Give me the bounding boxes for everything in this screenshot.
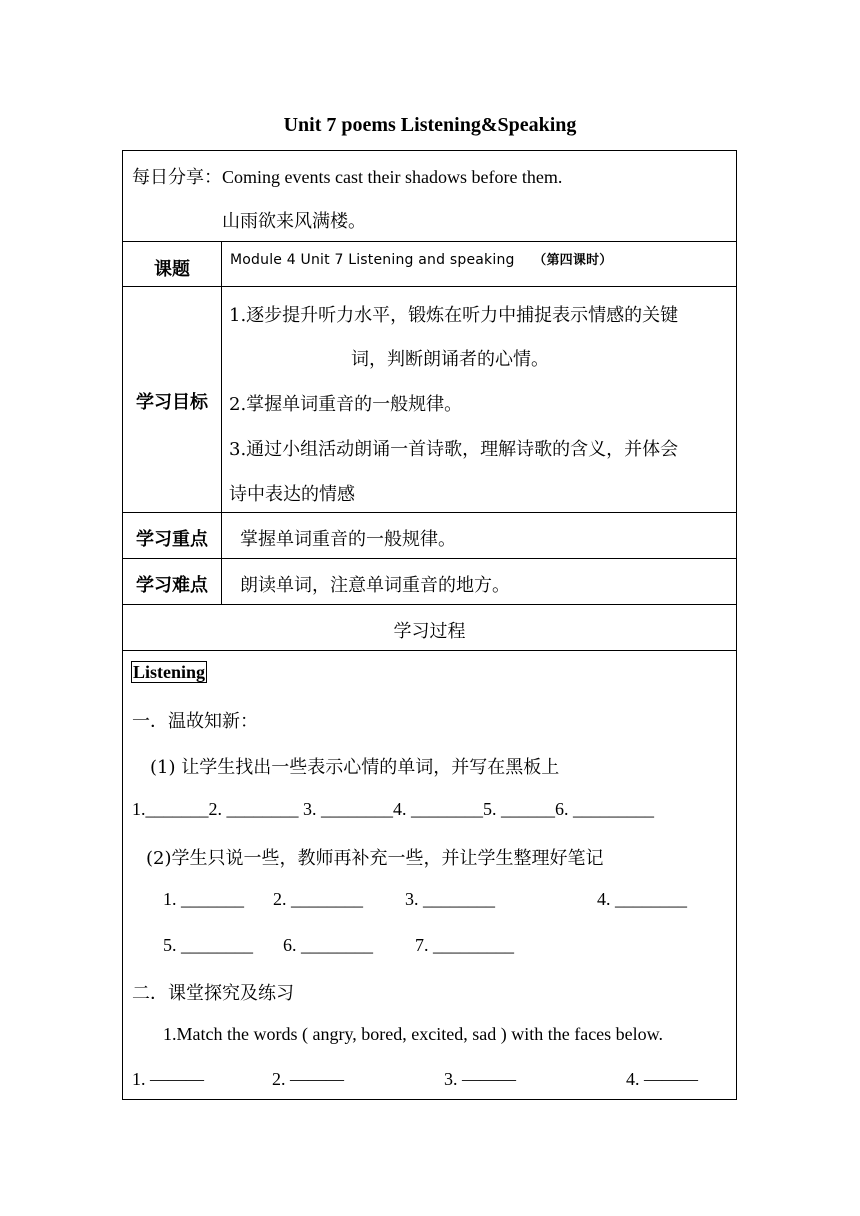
- face-1-answer: 1. ———: [132, 1069, 204, 1089]
- row-divider: [123, 604, 736, 605]
- listening-heading-text: Listening: [133, 662, 206, 682]
- blank-1: 1. _______: [163, 889, 244, 909]
- key-points-label: 学习重点: [136, 529, 208, 550]
- section-review: 一．温故知新：: [132, 711, 258, 732]
- section-practice: 二．课堂探究及练习: [132, 983, 294, 1004]
- face-4-answer: 4. ———: [626, 1069, 698, 1089]
- topic-module: Module 4 Unit 7 Listening and speaking: [230, 252, 515, 268]
- key-points-text: 掌握单词重音的一般规律。: [240, 529, 456, 550]
- objective-2: 2.掌握单词重音的一般规律。: [229, 394, 463, 415]
- blank-2: 2. ________: [273, 889, 363, 909]
- objectives-label: 学习目标: [136, 392, 208, 413]
- row-divider: [123, 650, 736, 651]
- column-divider: [221, 241, 222, 604]
- face-3-answer: 3. ———: [444, 1069, 516, 1089]
- share-row: [132, 163, 562, 189]
- blank-3: 3. ________: [405, 889, 495, 909]
- topic-period: （第四课时）: [533, 253, 613, 268]
- objective-1-cont: 词，判断朗诵者的心情。: [351, 349, 549, 370]
- blank-6: 6. ________: [283, 935, 373, 955]
- objective-3-cont: 诗中表达的情感: [229, 484, 355, 505]
- row-divider: [123, 512, 736, 513]
- blank-5: 5. ________: [163, 935, 253, 955]
- page-title: Unit 7 poems Listening&Speaking: [283, 114, 577, 136]
- difficulties-label: 学习难点: [136, 575, 208, 596]
- blank-7: 7. _________: [415, 935, 514, 955]
- objective-3: 3.通过小组活动朗诵一首诗歌，理解诗歌的含义，并体会: [229, 439, 679, 460]
- process-title: 学习过程: [393, 621, 466, 642]
- row-divider: [123, 241, 736, 242]
- item-1: (1) 让学生找出一些表示心情的单词，并写在黑板上: [150, 757, 560, 778]
- difficulties-text: 朗读单词，注意单词重音的地方。: [240, 575, 510, 596]
- objective-1: 1.逐步提升听力水平，锻炼在听力中捕捉表示情感的关键: [229, 305, 679, 326]
- row-divider: [123, 558, 736, 559]
- topic-value: [230, 249, 612, 268]
- share-label: 每日分享：: [132, 167, 222, 188]
- lesson-table: [122, 150, 737, 1100]
- blanks-line-1: 1._______2. ________ 3. ________4. ________5. ______6. _________: [132, 799, 654, 819]
- item-2: (2)学生只说一些，教师再补充一些，并让学生整理好笔记: [146, 848, 604, 869]
- share-quote: Coming events cast their shadows before them.: [222, 167, 563, 187]
- row-divider: [123, 286, 736, 287]
- topic-label: 课题: [154, 259, 190, 280]
- listening-heading: [131, 662, 207, 683]
- blank-4: 4. ________: [597, 889, 687, 909]
- match-instruction: 1.Match the words ( angry, bored, excited, sad ) with the faces below.: [163, 1024, 664, 1044]
- share-chinese: 山雨欲来风满楼。: [222, 211, 366, 232]
- face-2-answer: 2. ———: [272, 1069, 344, 1089]
